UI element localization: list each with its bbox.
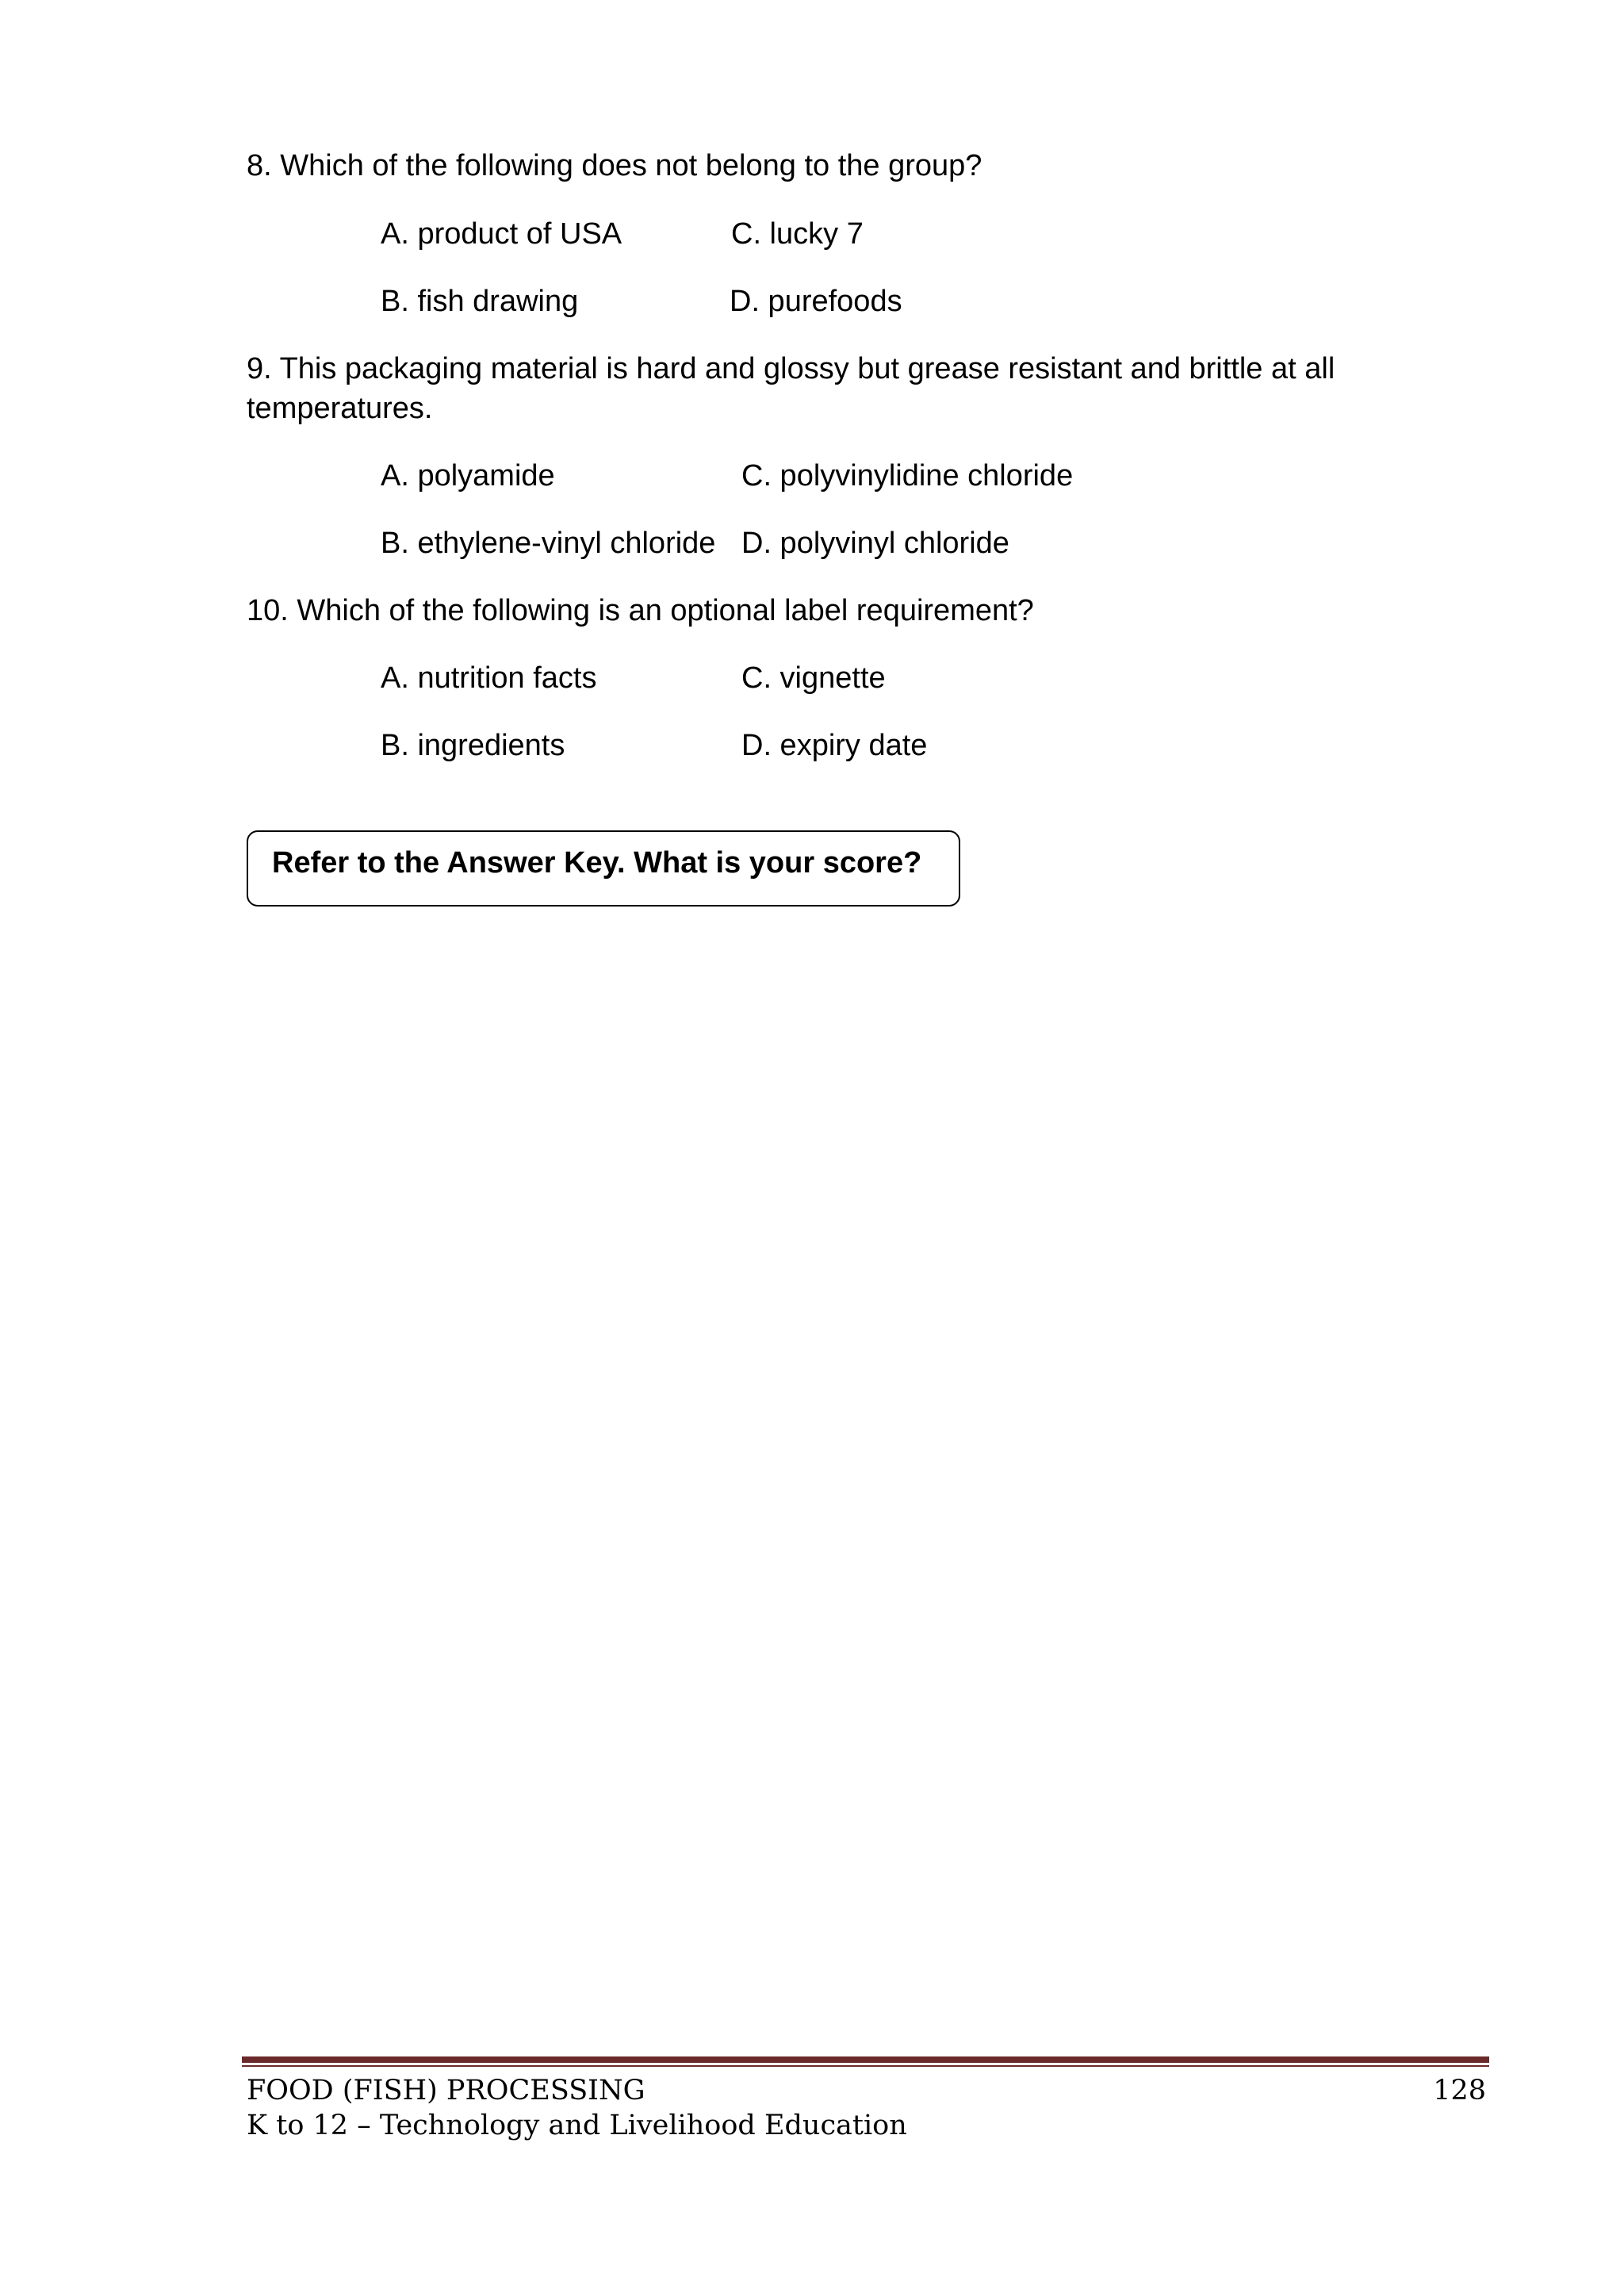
footer-rule xyxy=(242,2056,1489,2063)
question-8-option-c: C. lucky 7 xyxy=(731,217,864,251)
question-9-option-d: D. polyvinyl chloride xyxy=(741,527,1009,560)
question-9-option-a: A. polyamide xyxy=(381,459,555,493)
question-10-option-d: D. expiry date xyxy=(741,729,928,762)
question-9-option-b: B. ethylene-vinyl chloride xyxy=(381,527,716,560)
score-prompt-box xyxy=(247,830,960,907)
question-8-option-b: B. fish drawing xyxy=(381,285,579,318)
question-9-option-c: C. polyvinylidine chloride xyxy=(741,459,1074,493)
page-number: 128 xyxy=(1433,2075,1486,2106)
score-prompt-text: Refer to the Answer Key. What is your score? xyxy=(272,846,922,880)
question-10-text: 10. Which of the following is an optional label requirement? xyxy=(247,594,1034,627)
question-10-option-b: B. ingredients xyxy=(381,729,565,762)
question-8-option-d: D. purefoods xyxy=(730,285,902,318)
footer-subject: FOOD (FISH) PROCESSING xyxy=(247,2075,645,2106)
question-10-option-a: A. nutrition facts xyxy=(381,661,597,695)
question-9-text: 9. This packaging material is hard and glossy but grease resistant and brittle at all temperatures. xyxy=(247,352,1335,425)
footer-course: K to 12 – Technology and Livelihood Education xyxy=(247,2110,907,2141)
question-8-option-a: A. product of USA xyxy=(381,217,622,251)
question-10-option-c: C. vignette xyxy=(741,661,886,695)
footer-rule-thin xyxy=(242,2065,1489,2067)
question-8-text: 8. Which of the following does not belong to the group? xyxy=(247,149,982,182)
